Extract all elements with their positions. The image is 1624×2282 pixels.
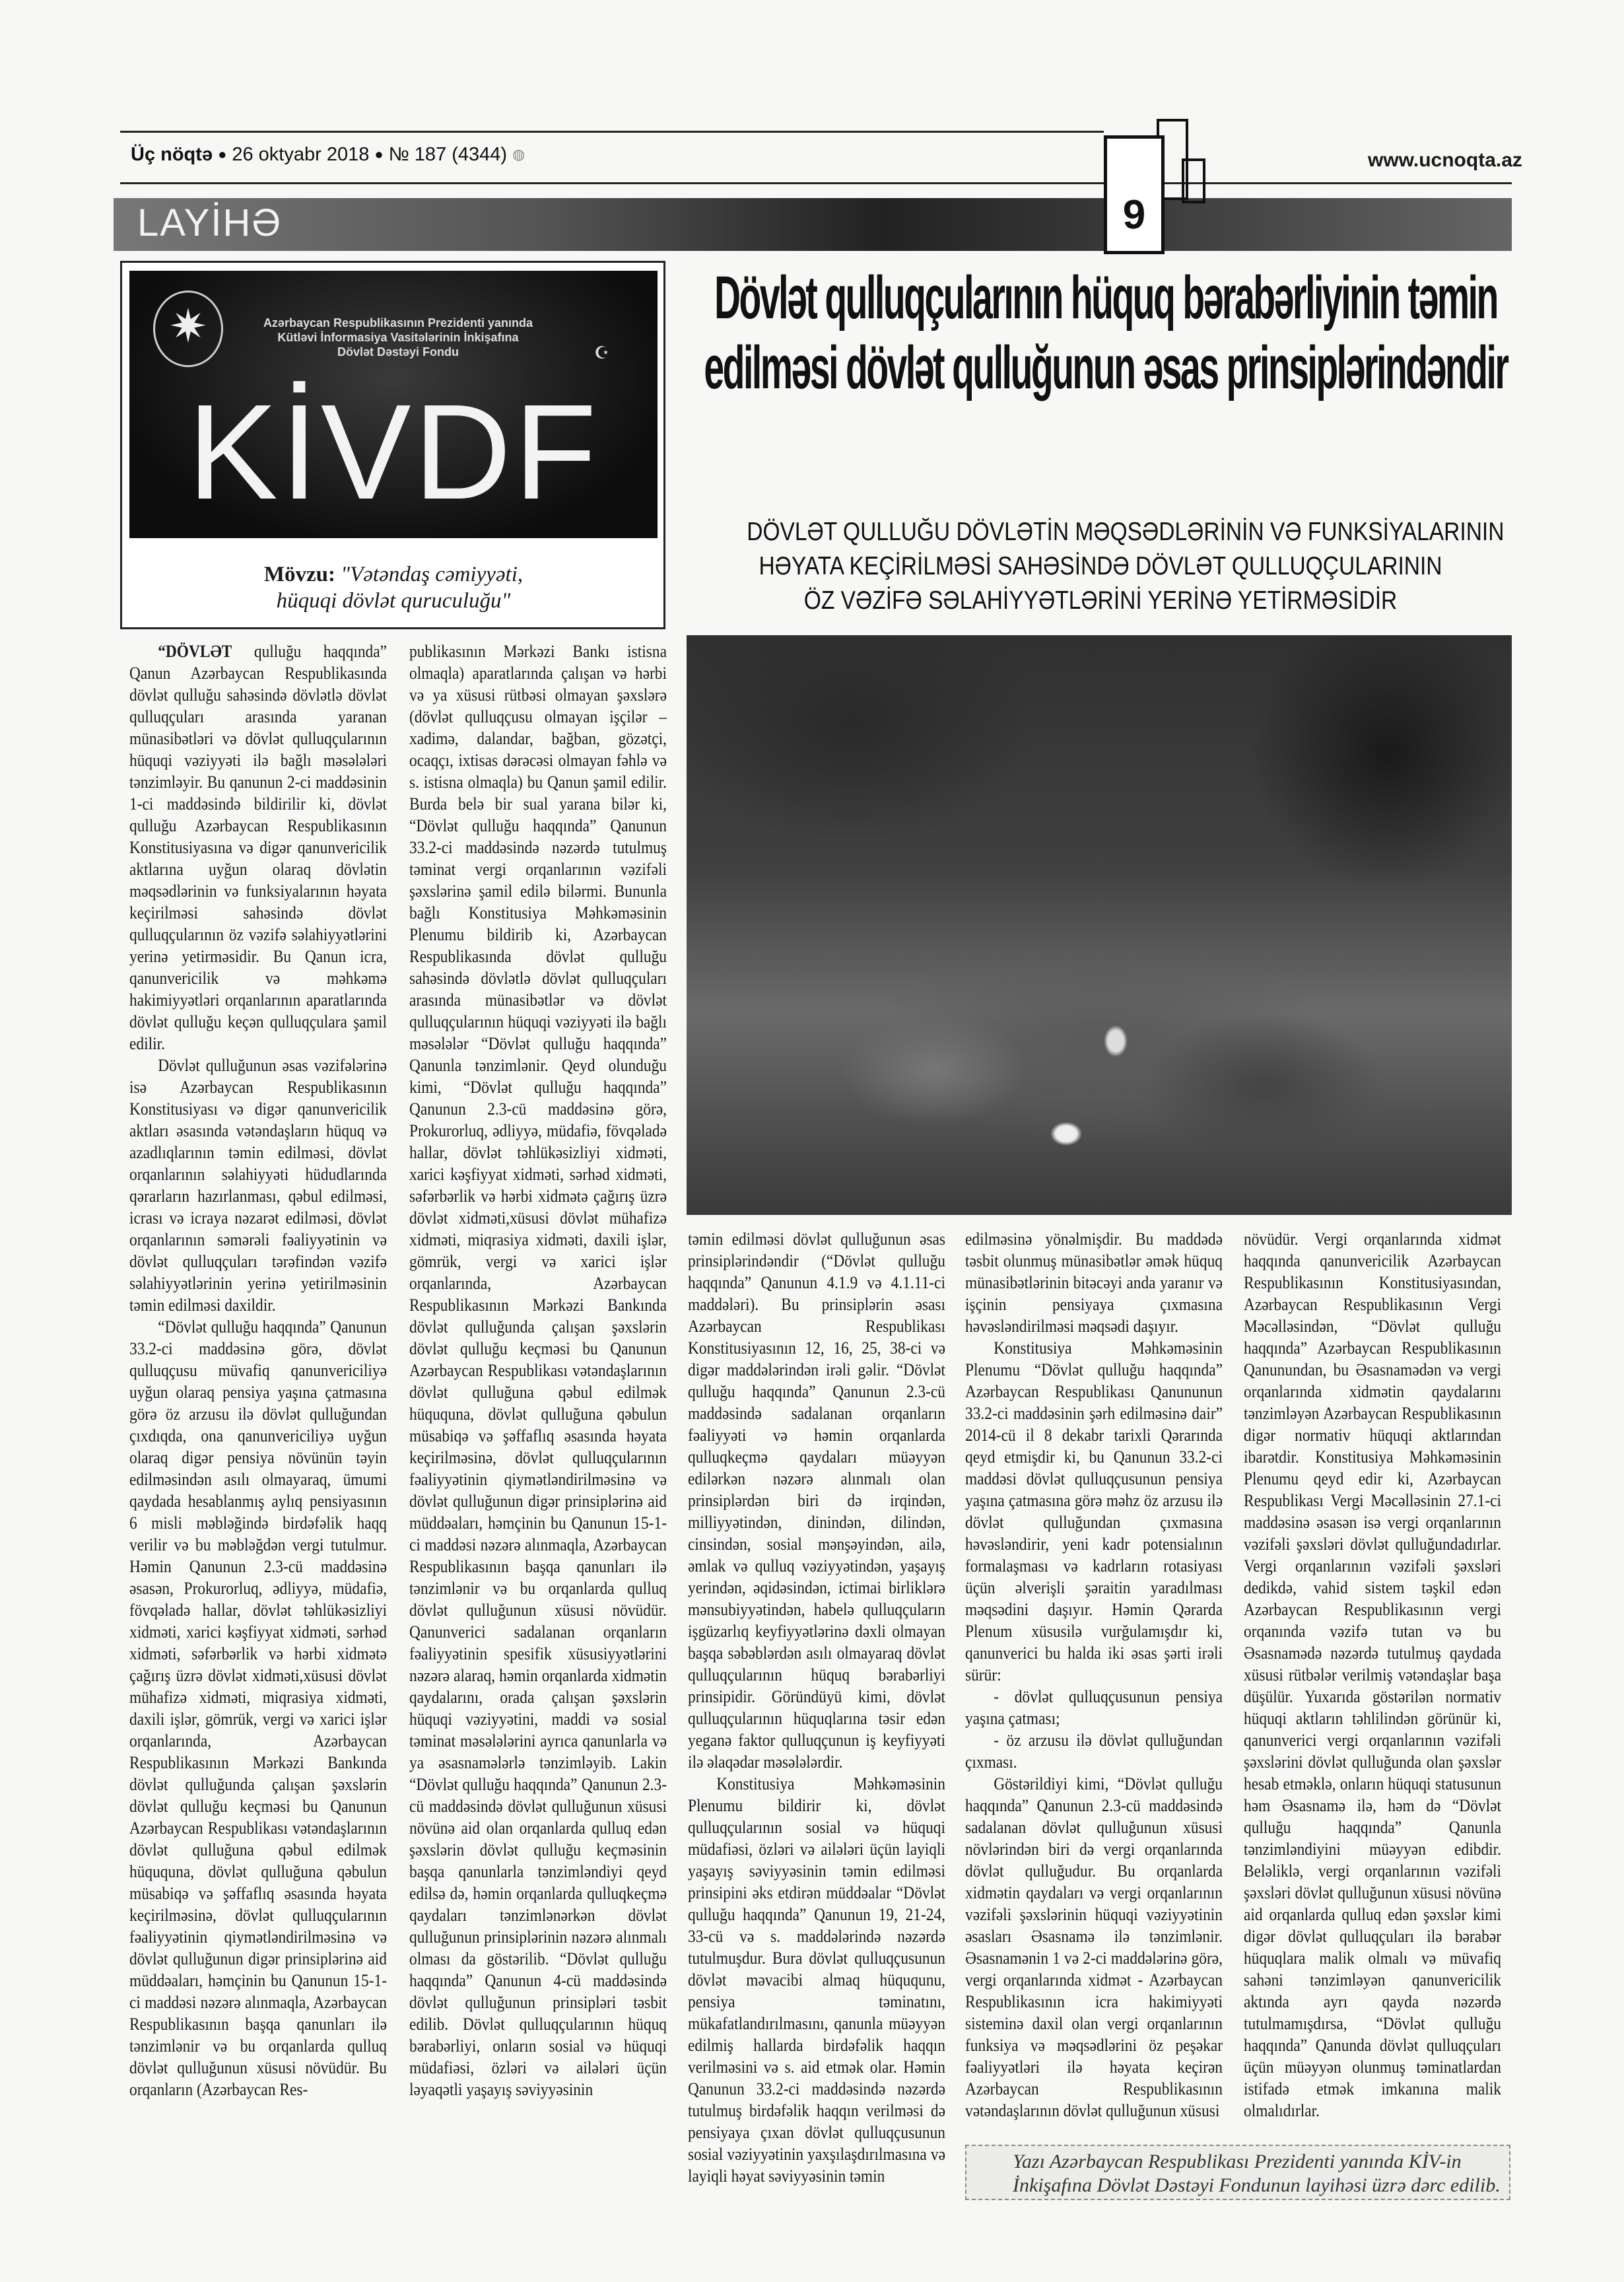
fund-name-line: Kütləvi İnformasiya Vasitələrinin İnkişafına [277, 331, 519, 344]
page-number-decoration [1182, 158, 1205, 203]
paragraph: “Dövlət qulluğu haqqında” Qanunun 33.2-ci maddəsinə görə, dövlət qulluqçusu müvafiq qanunvericiliyə uyğun olaraq pensiya yaşına çatmasına görə öz arzusu ilə dövlət qulluğundan çıxdıqda, ona qanunvericiliyə uyğun olaraq digər pensiya növünün təyin edilməsindən asılı olmayaraq, ümumi qaydada hesablanmış aylıq pensiyasının 6 misli məbləğində birdəfəlik haqq verilir və bu məbləğdən vergi tutulmur. Həmin Qanunun 2.3-cü maddəsinə əsasən, Prokurorluq, ədliyyə, müdafiə, fövqəladə hallar, dövlət təhlükəsizliyi xidməti, xarici kəşfiyyat xidməti, sərhəd xidməti, səfərbərlik və hərbi xidmətə çağırış üzrə dövlət xidməti,xüsusi dövlət mühafizə xidməti, miqrasiya xidməti, daxili işlər, gömrük, vergi və xarici işlər orqanlarında, Azərbaycan Respublikasının Mərkəzi Bankında dövlət qulluğunda çalışan şəxslərin dövlət qulluğu keçməsi bu Qanunun Azərbaycan Respublikası vətəndaşlarının dövlət qulluğuna qəbul edilmək hüququna, dövlət qulluğuna qəbulun müsabiqə və şəffaflıq əsasında həyata keçirilməsinə, dövlət qulluqçularının fəaliyyətinin qiymətləndirilməsinə və dövlət qulluğunun digər prinsiplərinə aid müddəaları, həmçinin bu Qanunun 15-1-ci maddəsi nəzərə alınmaqla, Azərbaycan Respublikasının başqa qanunları ilə tənzimlənir və bu orqanlarda qulluq dövlət qulluğunun xüsusi növüdür. Bu orqanların (Azərbaycan Res- [129, 1317, 387, 2099]
publication-note [965, 2145, 1510, 2200]
article-headline: Dövlət qulluqçularının hüquq bərabərliyinin təmin edilməsi dövlət qulluğunun əsas prinsiplərindəndir [704, 264, 1508, 401]
topic-line: "Vətəndaş cəmiyyəti, [341, 563, 524, 586]
section-label: LAYİHƏ [137, 201, 282, 244]
topic-label: Mövzu: [263, 563, 335, 586]
crescent-star-icon: ☪ [594, 343, 610, 363]
paragraph: Göstərildiyi kimi, “Dövlət qulluğu haqqında” Qanunun 2.3-cü maddəsində sadalanan dövlət qulluğunun xüsusi növlərindən biri də vergi orqanlarında dövlət qulluğudur. Bu orqanlarda xidmətin qaydaları və vergi orqanlarının vəzifəli şəxslərinin hüquqi vəziyyətinin əsasları Əsasnamə ilə tənzimlənir. Əsasnamənin 1 və 2-ci maddələrinə görə, vergi orqanlarında xidmət - Azərbaycan Respublikasının icra hakimiyyəti sisteminə daxil olan vergi orqanlarının funksiya və məqsədlərini öz peşəkar fəaliyyətləri ilə həyata keçirən Azərbaycan Respublikasının vətəndaşlarının dövlət qulluğunun xüsusi [965, 1774, 1223, 2120]
issue-number: № 187 (4344) [388, 144, 508, 165]
paragraph: növüdür. Vergi orqanlarında xidmət haqqında qanunvericilik Azərbaycan Respublikasının Konstitusiyasından, Azərbaycan Respublikasının Vergi Məcəlləsindən, “Dövlət qulluğu haqqında” Azərbaycan Respublikasının Qanunundan, bu Əsasnamədən və vergi orqanlarında xidmətin qaydalarını tənzimləyən Azərbaycan Respublikasının digər normativ hüquqi aktlarından ibarətdir. Konstitusiya Məhkəməsinin Plenumu qeyd edir ki, Azərbaycan Respublikası Vergi Məcəlləsinin 27.1-ci maddəsinə əsasən isə vergi orqanlarının vəzifəli şəxsləri dövlət qulluğundadırlar. Vergi orqanlarının vəzifəli şəxsləri dedikdə, vahid sistem təşkil edən Azərbaycan Respublikasının vergi orqanında vəzifə tutan və bu Əsasnamədə nəzərdə tutulmuş qaydada xüsusi rütbələr verilmiş vətəndaşlar başa düşülür. Yuxarıda göstərilən normativ hüquqi aktların təhlilindən görünür ki, qanunverici vergi orqanlarının vəzifəli şəxslərini dövlət qulluğunda olan şəxslər hesab etməklə, onların hüquqi statusunun həm Əsasnamə ilə, həm də “Dövlət qulluğu haqqında” Qanunla tənzimləndiyini müəyyən edibdir. Beləliklə, vergi orqanlarının vəzifəli şəxsləri dövlət qulluğunun xüsusi növünə aid orqanlarda qulluq edən şəxslər kimi digər dövlət qulluqçuları ilə bərabər hüquqlara malik olmalı və müvafiq sahəni tənzimləyən qanunvericilik aktında ayrı qayda nəzərdə tutulmamışdırsa, “Dövlət qulluğu haqqında” Qanunda dövlət qulluqçuları üçün müəyyən olunmuş təminatlardan istifadə etmək imkanına malik olmalıdırlar. [1244, 1229, 1501, 2120]
paragraph-text: qulluğu haqqında” Qanun Azərbaycan Respublikasında dövlət qulluğu sahəsində dövlətlə dövlət qulluqçuları arasında yaranan münasibətləri və dövlət qulluqçularının hüquqi vəziyyəti ilə bağlı məsələləri tənzimləyir. Bu qanunun 2-ci maddəsinin 1-ci maddəsində bildirilir ki, dövlət qulluğu Azərbaycan Respublikasının Konstitusiyasına və digər qanunvericilik aktlarına uyğun olaraq dövlətin məqsədlərinin və funksiyalarının həyata keçirilməsi sahəsində dövlət qulluqçularının öz vəzifə səlahiyyətlərini yerinə yetirməsidir. Bu Qanun icra, qanunvericilik və məhkəmə hakimiyyətləri orqanlarının aparatlarında dövlət qulluğu keçən qulluqçulara şamil edilir. [129, 642, 387, 1053]
bullet-icon: ● [374, 146, 384, 162]
fund-name [223, 316, 573, 359]
fund-name-line: Azərbaycan Respublikasının Prezidenti yanında [263, 316, 533, 329]
paragraph: təmin edilməsi dövlət qulluğunun əsas prinsiplərindəndir (“Dövlət qulluğu haqqında” Qanunun 4.1.9 və 4.1.11-ci maddələri). Bu prinsiplərin əsası Azərbaycan Respublikası Konstitusiyasının 12, 16, 25, 38-ci və digər maddələrindən irəli gəlir. “Dövlət qulluğu haqqında” Qanunun 2.3-cü maddəsində sadalanan orqanların fəaliyyəti və həmin orqanlarda qulluqkeçmə qaydaları müəyyən edilərkən nəzərə alınmalı olan prinsiplərdən biri də irqindən, milliyyətindən, dinindən, dilindən, cinsindən, sosial mənşəyindən, ailə, əmlak və qulluq vəziyyətindən, yaşayış yerindən, əqidəsindən, ictimai birliklərə mənsubiyyətindən, habelə qulluqçuların işgüzarlıq keyfiyyətlərinə dəxli olmayan başqa səbəblərdən asılı olmayaraq dövlət qulluqçularının hüquq bərabərliyi prinsipidir. Göründüyü kimi, dövlət qulluqçularının hüquqlarına təsir edən yeganə faktor qulluqçunun iş keyfiyyəti ilə əlaqədar məsələlərdir. [688, 1229, 945, 1772]
paragraph: publikasının Mərkəzi Bankı istisna olmaqla) aparatlarında çalışan və hərbi və ya xüsusi rütbəsi olmayan şəxslərə (dövlət qulluqçusu olmayan işçilər – xadimə, dalandar, bağban, gözətçi, ocaqçı, ixtisas dərəcəsi olmayan fəhlə və s. istisna olmaqla) bu Qanun şamil edilir. Burda belə bir sual yarana bilər ki, “Dövlət qulluğu haqqında” Qanunun 33.2-ci maddəsində nəzərdə tutulmuş təminat vergi orqanlarının vəzifəli şəxslərinə şamil edilə bilərmi. Bununla bağlı Konstitusiya Məhkəməsinin Plenumu bildirib ki, Azərbaycan Respublikasında dövlət qulluğu sahəsində dövlətlə dövlət qulluqçuları arasında münasibətlər və dövlət qulluqçularının hüquqi vəziyyəti ilə bağlı məsələlər “Dövlət qulluğu haqqında” Qanunla tənzimlənir. Qeyd olunduğu kimi, “Dövlət qulluğu haqqında” Qanunun 2.3-cü maddəsinə görə, Prokurorluq, ədliyyə, müdafiə, fövqəladə hallar, dövlət təhlükəsizliyi xidməti, xarici kəşfiyyat xidməti, sərhəd xidməti, səfərbərlik və hərbi xidmətə çağırış üzrə dövlət xidməti,xüsusi dövlət mühafizə xidməti, miqrasiya xidməti, daxili işlər, gömrük, vergi və xarici işlər orqanlarında, Azərbaycan Respublikasının Mərkəzi Bankında dövlət qulluğunda çalışan şəxslərin dövlət qulluğu keçməsi bu Qanunun Azərbaycan Respublikası vətəndaşlarının dövlət qulluğuna qəbul edilmək hüququna, dövlət qulluğuna qəbulun müsabiqə və şəffaflıq əsasında həyata keçirilməsinə, dövlət qulluqçularının fəaliyyətinin qiymətləndirilməsinə və dövlət qulluğunun digər prinsiplərinə aid müddəaları, həmçinin bu Qanunun 15-1-ci maddəsi nəzərə alınmaqla, Azərbaycan Respublikasının başqa qanunları ilə tənzimlənir və bu orqanlarda qulluq dövlət qulluğunun xüsusi növüdür. Qanunverici sadalanan orqanların fəaliyyətinin spesifik xüsusiyyətlərini nəzərə alaraq, həmin orqanlarda xidmətin qaydalarını, orada çalışan şəxslərin hüquqi vəziyyətini, maddi və sosial təminat məsələlərini ayrıca qanunlarla və ya əsasnamələrlə tənzimləyib. Lakin “Dövlət qulluğu haqqında” Qanunun 2.3-cü maddəsində dövlət qulluğunun xüsusi növünə aid olan orqanlarda qulluq edən şəxslərin dövlət qulluğu keçməsinin başqa qanunlarla tənzimləndiyi qeyd edilsə də, həmin orqanlarda qulluqkeçmə qaydaları tənzimlənərkən dövlət qulluğunun prinsiplərinin nəzərə alınmalı olması da göstərilib. “Dövlət qulluğu haqqında” Qanunun 4-cü maddəsində dövlət qulluğunun prinsipləri təsbit edilib. Dövlət qulluqçularının hüquq bərabərliyi, onların sosial və hüquqi müdafiəsi, özləri və ailələri üçün ləyaqətli yaşayış səviyyəsinin [409, 642, 667, 2099]
lead-word: “DÖVLƏT [158, 642, 232, 661]
subheadline-line: DÖVLƏT QULLUĞU DÖVLƏTİN MƏQSƏDLƏRİNİN VƏ FUNKSİYALARININ [747, 518, 1505, 546]
article-column-1 [129, 640, 387, 2100]
list-item: - dövlət qulluqçusunun pensiya yaşına çatması; [965, 1687, 1223, 1728]
state-emblem-icon: ✷ [153, 291, 223, 367]
page-number: 9 [1122, 192, 1146, 238]
paragraph: Konstitusiya Məhkəməsinin Plenumu bildirir ki, dövlət qulluqçularının sosial və hüquqi müdafiəsi, özləri və ailələri üçün layiqli yaşayış səviyyəsinin təmin edilməsi prinsipini əks etdirən müddəalar “Dövlət qulluğu haqqında” Qanunun 19, 21-24, 33-cü və s. maddələrində nəzərdə tutulmuşdur. Bura dövlət qulluqçusunun dövlət məvacibi almaq hüququnu, pensiya təminatını, mükafatlandırılmasını, qanunla müəyyən edilmiş hallarda birdəfəlik haqqın verilməsini və s. aid etmək olar. Həmin Qanunun 33.2-ci maddəsində nəzərdə tutulmuş birdəfəlik haqqın verilməsi də pensiyaya çıxan dövlət qulluqçusunun sosial vəziyyətinin yaxşılaşdırılmasına və layiqli həyat səviyyəsinin təmin [688, 1774, 945, 2186]
article-column-2 [409, 640, 667, 2100]
topic-caption [129, 561, 658, 614]
paragraph: Konstitusiya Məhkəməsinin Plenumu “Dövlət qulluğu haqqında” Azərbaycan Respublikası Qanununun 33.2-ci maddəsinin şərh edilməsinə dair” 2014-cü il 8 dekabr tarixli Qərarında qeyd etmişdir ki, bu Qanunun 33.2-ci maddəsi dövlət qulluqçusunun pensiya yaşına çatmasına görə məhz öz arzusu ilə dövlət qulluğundan çıxmasına həvəsləndirir, yeni kadr potensialının formalaşması və kadrların rotasiyası üçün əlverişli şəraitin yaradılması məqsədini daşıyır. Həmin Qərarda Plenum xüsusilə vurğulamışdır ki, qanunverici bu halda iki əsas şərti irəli sürür: [965, 1338, 1223, 1684]
topic-line: hüquqi dövlət quruculuğu" [276, 589, 511, 613]
masthead-rule [120, 182, 1512, 184]
note-line: İnkişafına Dövlət Dəstəyi Fondunun layihəsi üzrə dərc edilib. [1013, 2174, 1501, 2196]
paper-name: Üç nöqtə [131, 144, 213, 165]
article-column-4 [965, 1228, 1223, 2122]
top-rule [120, 131, 1104, 133]
list-item: - öz arzusu ilə dövlət qulluğundan çıxması. [965, 1731, 1223, 1772]
circle-icon: ◍ [512, 146, 525, 162]
article-column-3 [688, 1228, 945, 2187]
paragraph: Dövlət qulluğunun əsas vəzifələrinə isə Azərbaycan Respublikasının Konstitusiyası və digər qanunvericilik aktları əsasında vətəndaşların hüquq və azadlıqlarının təmin edilməsi, dövlət orqanlarının səlahiyyəti hüdudlarında qərarların hazırlanması, qəbul edilməsi, icrası və icraya nəzarət edilməsi, dövlət orqanlarının səmərəli fəaliyyətinin və dövlət qulluqçuları tərəfindən vəzifə səlahiyyətlərinin yerinə yetirilməsinin təmin edilməsi daxildir. [129, 1056, 387, 1315]
section-band [114, 198, 1512, 251]
article-column-5 [1244, 1228, 1501, 2122]
crowd-photo [687, 635, 1512, 1215]
subheadline-line: HƏYATA KEÇİRİLMƏSİ SAHƏSİNDƏ DÖVLƏT QULLUQÇULARININ [759, 552, 1442, 580]
bullet-icon: ● [218, 146, 227, 162]
fund-name-line: Dövlət Dəstəyi Fondu [337, 345, 459, 359]
note-line: Yazı Azərbaycan Respublikası Prezidenti yanında KİV-in [1013, 2151, 1462, 2172]
paragraph: edilməsinə yönəlmişdir. Bu maddədə təsbit olunmuş münasibətlər əmək hüquq münasibətlərinin bitəcəyi anda yaranır və işçinin pensiyaya çıxmasına həvəsləndirilməsi məqsədi daşıyır. [965, 1229, 1223, 1336]
website-link[interactable]: www.ucnoqta.az [1368, 149, 1522, 171]
subheadline-line: ÖZ VƏZİFƏ SƏLAHİYYƏTLƏRİNİ YERİNƏ YETİRMƏSİDİR [803, 586, 1398, 615]
paragraph [129, 640, 387, 1055]
article-subheadline [747, 515, 1505, 618]
kivdf-logo: KİVDF [187, 376, 599, 528]
masthead [131, 144, 530, 166]
issue-date: 26 oktyabr 2018 [232, 144, 370, 165]
